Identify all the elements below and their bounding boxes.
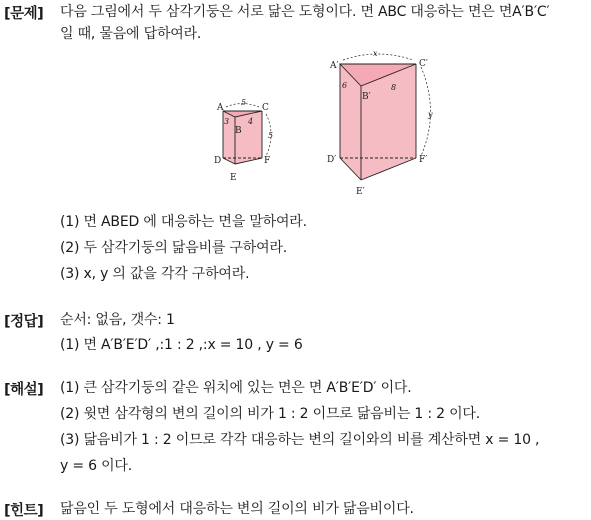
- large-vertex-D: D′: [327, 155, 337, 165]
- large-prism: [327, 49, 433, 197]
- question-1: (1) 면 ABED 에 대응하는 면을 말하여라.: [60, 214, 307, 230]
- question-3: (3) x, y 의 값을 각각 구하여라.: [60, 266, 250, 282]
- small-edge-bc: 4: [248, 117, 254, 126]
- hint-line1: 닮음인 두 도형에서 대응하는 변의 길이의 비가 닮음비이다.: [60, 501, 414, 517]
- large-edge-height: y: [428, 110, 433, 119]
- explanation-label: [해설]: [4, 382, 44, 398]
- explanation-line1: (1) 큰 삼각기둥의 같은 위치에 있는 면은 면 A′B′E′D′ 이다.: [60, 380, 412, 396]
- small-prism: [214, 98, 273, 183]
- large-edge-ac: x: [373, 49, 378, 58]
- answer-line2: (1) 면 A′B′E′D′ ,:1 : 2 ,:x = 10 , y = 6: [60, 337, 303, 353]
- large-vertex-A: A′: [330, 61, 339, 71]
- hint-label: [힌트]: [4, 503, 44, 519]
- small-vertex-D: D: [214, 156, 222, 166]
- question-2: (2) 두 삼각기둥의 닮음비를 구하여라.: [60, 240, 288, 256]
- explanation-line3: (3) 닮음비가 1 : 2 이므로 각각 대응하는 변의 길이와의 비를 계산하면 x = 10 ,: [60, 432, 540, 448]
- explanation-line4: y = 6 이다.: [60, 458, 132, 474]
- answer-label: [정답]: [4, 314, 44, 330]
- large-edge-ab: 6: [342, 81, 348, 90]
- answer-line1: 순서: 없음, 갯수: 1: [60, 312, 175, 328]
- large-vertex-F: F′: [419, 155, 428, 165]
- small-edge-ab: 3: [224, 117, 230, 126]
- small-vertex-B: B: [235, 126, 242, 136]
- small-vertex-C: C: [262, 103, 269, 113]
- problem-text-line2: 일 때, 물음에 답하여라.: [60, 26, 202, 42]
- small-vertex-F: F: [264, 156, 271, 166]
- explanation-line2: (2) 윗면 삼각형의 변의 길이의 비가 1 : 2 이므로 닮음비는 1 : 2 이다.: [60, 406, 480, 422]
- small-vertex-E: E: [230, 173, 237, 183]
- large-vertex-B: B′: [362, 92, 371, 102]
- small-vertex-A: A: [217, 103, 224, 113]
- large-edge-bc: 8: [391, 83, 397, 92]
- large-vertex-C: C′: [419, 59, 428, 69]
- small-edge-height: 5: [268, 131, 274, 140]
- problem-text-line1: 다음 그림에서 두 삼각기둥은 서로 닮은 도형이다. 면 ABC 대응하는 면은 면A′B′C′: [60, 4, 550, 20]
- problem-label: [문제]: [4, 6, 44, 22]
- small-edge-ac: 5: [241, 98, 247, 107]
- large-vertex-E: E′: [356, 187, 365, 197]
